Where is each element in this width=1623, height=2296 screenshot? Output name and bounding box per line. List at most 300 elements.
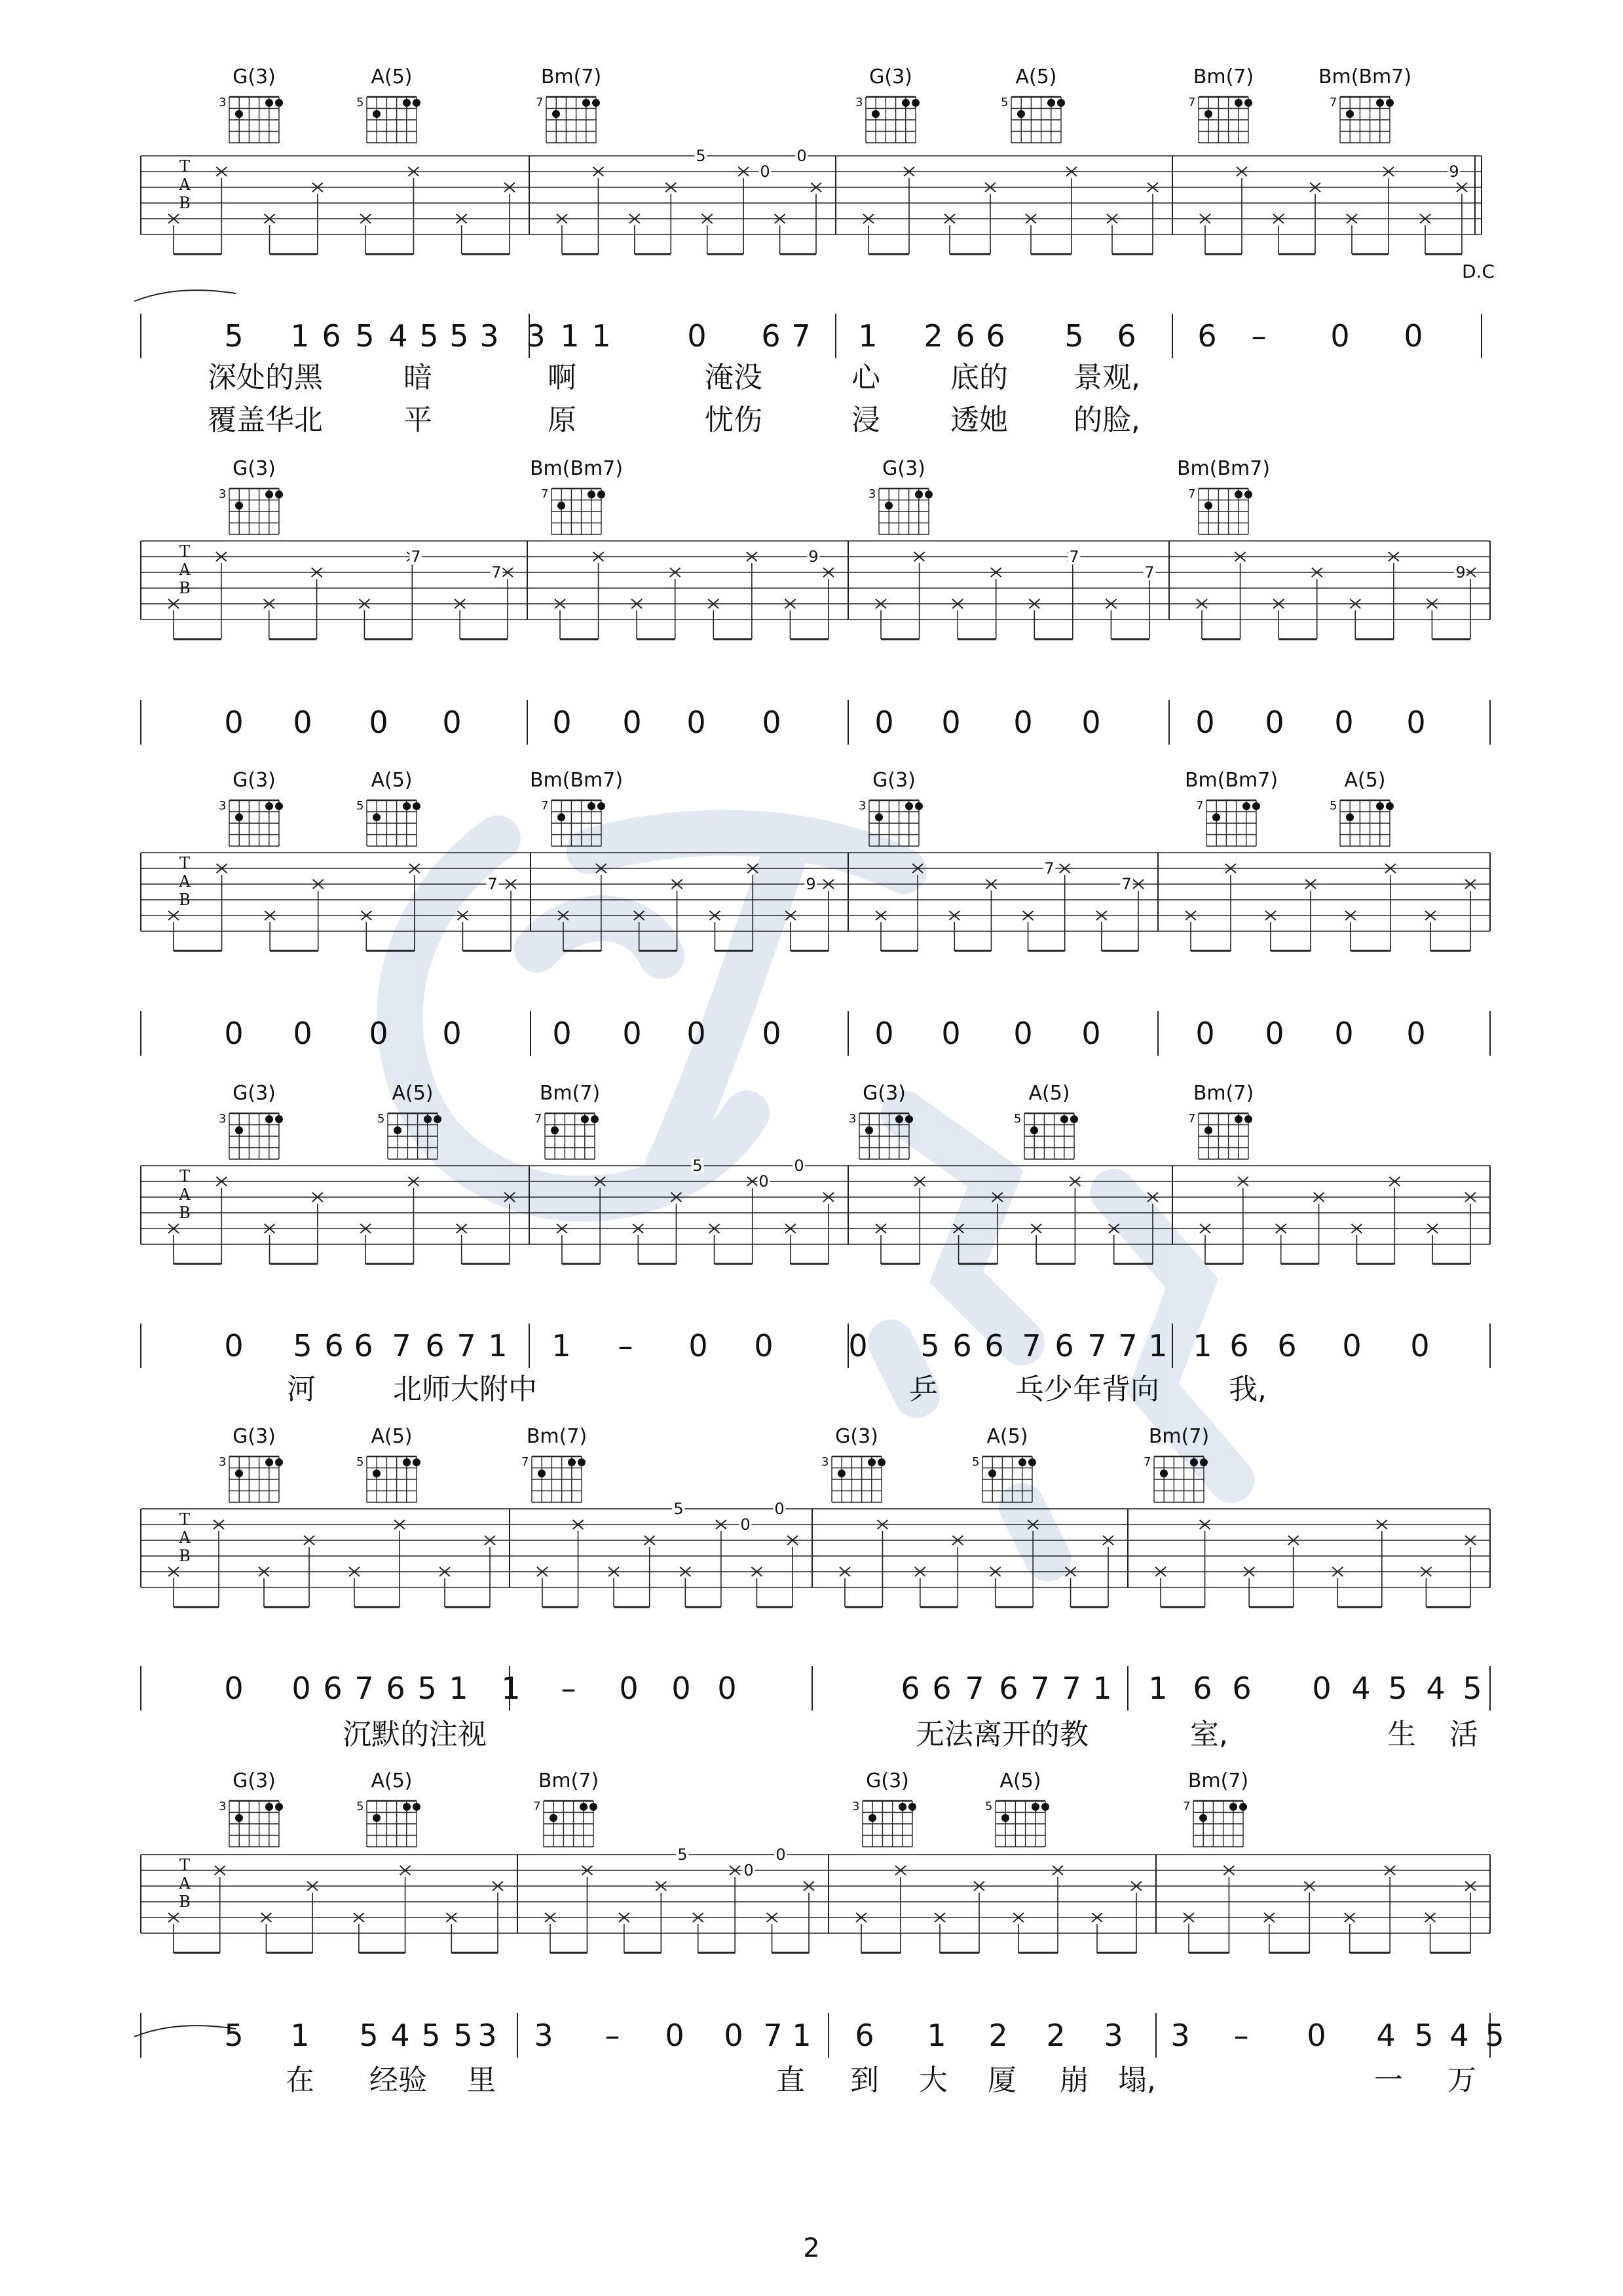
- jianpu-note: 7: [392, 1328, 411, 1363]
- chord-name: Bm(7): [1193, 1082, 1254, 1105]
- chord-finger-dot: [403, 99, 411, 107]
- chord-finger-dot: [413, 1458, 420, 1466]
- lyric-line-1: 生: [1387, 1718, 1416, 1751]
- chord-name: Bm(Bm7): [529, 457, 624, 480]
- chord-finger-dot: [265, 1803, 273, 1811]
- tab-clef-letter: T: [179, 542, 191, 561]
- chord-finger-dot: [905, 1115, 913, 1123]
- jianpu-note: 1: [501, 1671, 521, 1706]
- chord-name: Bm(Bm7): [529, 769, 624, 792]
- jianpu-note: 5: [1414, 2018, 1434, 2053]
- chord-finger-dot: [275, 491, 283, 498]
- jianpu-note: 6: [1229, 1328, 1249, 1363]
- chord-finger-dot: [235, 813, 243, 821]
- jianpu-note: 6: [354, 1328, 373, 1363]
- chord-finger-dot: [838, 1470, 846, 1477]
- jianpu-note: 0: [754, 1328, 774, 1363]
- tab-staves: [134, 97, 1490, 2058]
- chord-finger-dot: [373, 1814, 381, 1822]
- chord-finger-dot: [589, 1803, 597, 1811]
- jianpu-note: 1: [488, 1328, 508, 1363]
- jianpu-note: 5: [1064, 318, 1084, 354]
- jianpu-note: 0: [1334, 705, 1354, 740]
- chord-finger-dot: [899, 1803, 906, 1811]
- jianpu-note: 0: [941, 705, 961, 740]
- jianpu-note: 3: [534, 2018, 553, 2053]
- chord-start-fret: 7: [536, 96, 544, 109]
- chord-start-fret: 7: [1183, 1800, 1191, 1813]
- jianpu-note: 0: [1307, 2018, 1326, 2053]
- tab-clef-letter: B: [179, 1893, 191, 1911]
- lyric-line-1: 室,: [1190, 1718, 1228, 1751]
- jianpu-note: 0: [1013, 1016, 1033, 1051]
- jianpu-note: 0: [665, 2018, 684, 2053]
- chord-finger-dot: [265, 802, 273, 810]
- chord-finger-dot: [1190, 1458, 1198, 1466]
- chord-finger-dot: [538, 1470, 546, 1477]
- chord-finger-dot: [1376, 99, 1384, 107]
- chord-finger-dot: [592, 99, 600, 107]
- chord-name: G(3): [882, 457, 925, 480]
- lyric-line-1: 万: [1447, 2064, 1476, 2097]
- jianpu-note: 7: [354, 1671, 374, 1706]
- chord-finger-dot: [1160, 1470, 1168, 1477]
- chord-name: A(5): [999, 1769, 1041, 1792]
- jianpu-note: 1: [858, 318, 878, 354]
- fret-number: 5: [677, 1845, 688, 1864]
- jianpu-note: 5: [1485, 2018, 1504, 2053]
- chord-finger-dot: [1199, 1814, 1207, 1822]
- fret-number: 9: [808, 547, 819, 566]
- jianpu-note: 7: [1062, 1671, 1081, 1706]
- lyric-line-1: 乓少年背向: [1015, 1373, 1159, 1406]
- lyric-line-1: 一: [1374, 2064, 1403, 2097]
- chord-name: G(3): [872, 769, 916, 792]
- chord-finger-dot: [582, 99, 590, 107]
- jianpu-note: –: [605, 2018, 620, 2053]
- fret-number: 0: [758, 1172, 769, 1191]
- jianpu-note: 6: [999, 1671, 1018, 1706]
- chord-name: A(5): [1015, 65, 1057, 88]
- chord-finger-dot: [905, 802, 913, 810]
- chord-finger-dot: [875, 813, 883, 821]
- chord-name: G(3): [233, 65, 276, 88]
- fret-number: 7: [1144, 563, 1155, 582]
- tab-clef-letter: A: [179, 561, 191, 579]
- chord-start-fret: 5: [356, 799, 364, 813]
- jianpu-note: 0: [1404, 318, 1423, 354]
- chord-finger-dot: [403, 1803, 411, 1811]
- jianpu-note: 0: [224, 705, 244, 740]
- chord-name: G(3): [866, 1769, 909, 1792]
- lyric-line-1: 深处的黑: [208, 361, 323, 394]
- chord-finger-dot: [568, 1458, 576, 1466]
- chord-start-fret: 7: [534, 1112, 542, 1126]
- lyric-line-1: 淹没: [705, 361, 762, 394]
- lyric-line-2: 原: [548, 403, 576, 437]
- jianpu-note: 1: [449, 1671, 468, 1706]
- chord-name: Bm(7): [538, 1769, 599, 1792]
- chord-name: G(3): [233, 457, 276, 480]
- jianpu-note: 0: [688, 1328, 708, 1363]
- jianpu-note: 0: [369, 1016, 388, 1051]
- chord-finger-dot: [581, 1115, 589, 1123]
- jianpu-note: 0: [291, 1671, 311, 1706]
- chord-finger-dot: [557, 813, 565, 821]
- jianpu-note: 0: [619, 1671, 639, 1706]
- chord-finger-dot: [1346, 110, 1354, 118]
- fret-number: 9: [1449, 162, 1459, 181]
- jianpu-note: 5: [1388, 1671, 1408, 1706]
- jianpu-note: 6: [984, 1328, 1004, 1363]
- fret-number: 5: [692, 1157, 703, 1175]
- jianpu-note: 0: [717, 1671, 737, 1706]
- fret-number: 7: [487, 875, 498, 893]
- jianpu-note: 6: [322, 318, 341, 354]
- jianpu-note: 3: [477, 2018, 497, 2053]
- jianpu-note: 0: [686, 1016, 706, 1051]
- chord-finger-dot: [915, 491, 923, 498]
- chord-start-fret: 5: [356, 1800, 364, 1813]
- chord-start-fret: 7: [521, 1455, 529, 1469]
- chord-name: Bm(7): [540, 65, 602, 88]
- lyric-line-2: 透她: [950, 403, 1008, 437]
- chord-finger-dot: [1200, 1458, 1208, 1466]
- chord-finger-dot: [235, 110, 243, 118]
- chord-start-fret: 7: [1196, 799, 1204, 813]
- jianpu-note: –: [1233, 2018, 1249, 2053]
- chord-finger-dot: [588, 491, 595, 498]
- chord-start-fret: 3: [219, 1800, 227, 1813]
- chord-name: G(3): [835, 1425, 878, 1448]
- jianpu-note: 0: [552, 705, 572, 740]
- jianpu-note: 6: [324, 1328, 344, 1363]
- jianpu-note: 4: [1426, 1671, 1446, 1706]
- jianpu-note: 0: [1406, 705, 1426, 740]
- lyric-line-1: 塌,: [1118, 2064, 1156, 2097]
- lyric-line-1: 崩: [1060, 2064, 1089, 2097]
- jianpu-note: 1: [1148, 1671, 1168, 1706]
- jianpu-note: 1: [792, 2018, 811, 2053]
- fret-number: 5: [696, 147, 706, 165]
- chord-name: G(3): [233, 769, 276, 792]
- chord-finger-dot: [1060, 1115, 1068, 1123]
- jianpu-note: 0: [224, 1328, 244, 1363]
- fret-number: 0: [794, 1157, 804, 1175]
- lyric-line-1: 活: [1449, 1718, 1478, 1751]
- jianpu-note: 0: [1406, 1016, 1426, 1051]
- chord-start-fret: 5: [356, 1455, 364, 1469]
- tie-slur: [134, 2026, 236, 2037]
- lyric-line-1: 景观,: [1073, 361, 1140, 394]
- chord-finger-dot: [591, 1115, 599, 1123]
- lyric-line-1: 直: [776, 2064, 805, 2097]
- chord-finger-dot: [925, 491, 933, 498]
- jianpu-note: 0: [874, 705, 894, 740]
- chord-name: G(3): [233, 1425, 276, 1448]
- chord-finger-dot: [394, 1126, 401, 1134]
- jianpu-note: 3: [1170, 2018, 1190, 2053]
- lyric-line-1: 里: [467, 2064, 496, 2097]
- chord-finger-dot: [1244, 1115, 1252, 1123]
- chord-finger-dot: [1017, 110, 1025, 118]
- lyric-line-1: 厦: [988, 2064, 1017, 2097]
- jianpu-note: 0: [1195, 705, 1215, 740]
- chord-finger-dot: [915, 802, 923, 810]
- chord-name: G(3): [869, 65, 912, 88]
- fret-number: 0: [740, 1515, 751, 1534]
- jianpu-note: 7: [791, 318, 811, 354]
- jianpu-note: 0: [442, 1016, 462, 1051]
- jianpu-note: 6: [855, 2018, 874, 2053]
- chord-start-fret: 3: [852, 1800, 860, 1813]
- chord-name: A(5): [1344, 769, 1386, 792]
- chord-finger-dot: [413, 99, 420, 107]
- jianpu-note: 6: [323, 1671, 343, 1706]
- chord-name: A(5): [371, 1769, 413, 1792]
- jianpu-note: 0: [762, 705, 781, 740]
- lyric-line-1: 啊: [548, 361, 576, 394]
- chord-start-fret: 5: [356, 96, 364, 109]
- chord-finger-dot: [1235, 99, 1242, 107]
- lyric-line-1: 暗: [403, 361, 432, 394]
- jianpu-note: 6: [1193, 1671, 1212, 1706]
- jianpu-note: 6: [1232, 1671, 1252, 1706]
- chord-finger-dot: [1242, 802, 1250, 810]
- chord-finger-dot: [1212, 813, 1220, 821]
- chord-finger-dot: [403, 1458, 411, 1466]
- chord-finger-dot: [1235, 1115, 1242, 1123]
- chord-finger-dot: [275, 1458, 283, 1466]
- jianpu-note: 5: [920, 1328, 940, 1363]
- chord-finger-dot: [902, 99, 910, 107]
- jianpu-note: 4: [1351, 1671, 1371, 1706]
- jianpu-note: 6: [1054, 1328, 1074, 1363]
- chord-name: Bm(7): [1193, 65, 1254, 88]
- tab-clef-letter: T: [179, 854, 191, 872]
- watermark: [400, 833, 1231, 1559]
- jianpu-note: 6: [1277, 1328, 1297, 1363]
- chord-finger-dot: [434, 1115, 441, 1123]
- jianpu-note: 7: [1030, 1671, 1050, 1706]
- lyric-line-1: 在: [286, 2064, 314, 2097]
- jianpu-note: 1: [290, 2018, 310, 2053]
- chord-start-fret: 7: [541, 487, 549, 501]
- tab-clef-letter: A: [179, 1185, 191, 1204]
- chord-finger-dot: [373, 813, 381, 821]
- chord-start-fret: 7: [533, 1800, 541, 1813]
- jianpu-note: 5: [293, 1328, 312, 1363]
- chord-name: A(5): [371, 65, 413, 88]
- lyric-line-2: 忧伤: [705, 403, 762, 437]
- chord-finger-dot: [1346, 813, 1354, 821]
- tab-clef-letter: B: [179, 579, 191, 597]
- jianpu-note: 0: [293, 705, 312, 740]
- tab-clef-letter: B: [179, 1547, 191, 1565]
- tab-clef-letter: B: [179, 1204, 191, 1222]
- chord-finger-dot: [1204, 502, 1212, 509]
- chord-start-fret: 7: [1188, 487, 1196, 501]
- chord-finger-dot: [235, 1126, 243, 1134]
- fret-number: 7: [1121, 875, 1132, 893]
- chord-finger-dot: [265, 99, 273, 107]
- lyric-line-1: 乒: [909, 1373, 938, 1406]
- chord-finger-dot: [1239, 1803, 1247, 1811]
- jianpu-note: 7: [1087, 1328, 1107, 1363]
- chord-finger-dot: [1376, 802, 1384, 810]
- fret-number: 7: [491, 563, 502, 582]
- chord-start-fret: 3: [219, 1455, 227, 1469]
- jianpu-note: 0: [941, 1016, 961, 1051]
- jianpu-note: 3: [1104, 2018, 1123, 2053]
- jianpu-note: 1: [1148, 1328, 1168, 1363]
- jianpu-note: 5: [453, 2018, 473, 2053]
- chord-start-fret: 5: [1001, 96, 1009, 109]
- chord-finger-dot: [275, 1115, 283, 1123]
- chord-start-fret: 7: [1188, 96, 1196, 109]
- chord-finger-dot: [1204, 1126, 1212, 1134]
- chord-start-fret: 3: [219, 487, 227, 501]
- tab-clef-letter: T: [179, 1856, 191, 1874]
- chord-start-fret: 3: [855, 96, 863, 109]
- jianpu-note: 5: [421, 2018, 441, 2053]
- chord-finger-dot: [1030, 1126, 1038, 1134]
- fret-number: 0: [760, 162, 770, 181]
- jianpu-note: 0: [1334, 1016, 1354, 1051]
- fret-number: 7: [1044, 859, 1054, 878]
- chord-start-fret: 5: [985, 1800, 993, 1813]
- chord-finger-dot: [1028, 1458, 1036, 1466]
- jianpu-note: 5: [449, 318, 469, 354]
- jianpu-note: 0: [1265, 705, 1284, 740]
- jianpu-note: 5: [1463, 1671, 1482, 1706]
- chord-finger-dot: [403, 802, 411, 810]
- jianpu-note: 0: [874, 1016, 894, 1051]
- jianpu-note: 0: [1081, 705, 1101, 740]
- chord-finger-dot: [878, 1458, 886, 1466]
- chord-finger-dot: [588, 802, 595, 810]
- jianpu-note: 0: [224, 1671, 244, 1706]
- jianpu-note: 5: [419, 318, 439, 354]
- fret-number: 0: [796, 147, 807, 165]
- jianpu-note: 1: [1092, 1671, 1112, 1706]
- chord-finger-dot: [413, 802, 420, 810]
- lyric-line-1: 无法离开的教: [916, 1718, 1089, 1751]
- chord-finger-dot: [557, 502, 565, 509]
- jianpu-note: 6: [1197, 318, 1217, 354]
- chord-finger-dot: [1057, 99, 1065, 107]
- jianpu-note: 0: [1013, 705, 1033, 740]
- jianpu-note: 0: [1195, 1016, 1215, 1051]
- jianpu-note: 4: [1449, 2018, 1469, 2053]
- jianpu-note: 5: [224, 2018, 244, 2053]
- jianpu-note: 3: [526, 318, 546, 354]
- chord-finger-dot: [1001, 1814, 1009, 1822]
- lyric-line-2: 平: [403, 403, 432, 437]
- chord-finger-dot: [373, 110, 381, 118]
- jianpu-note: 7: [1118, 1328, 1138, 1363]
- chord-name: A(5): [371, 1425, 413, 1448]
- jianpu-note: 0: [687, 318, 707, 354]
- chord-finger-dot: [580, 1803, 588, 1811]
- chord-start-fret: 7: [1330, 96, 1337, 109]
- fret-number: 0: [743, 1861, 754, 1879]
- tab-clef-letter: A: [179, 1528, 191, 1547]
- chord-start-fret: 5: [1014, 1112, 1022, 1126]
- jianpu-note: 0: [671, 1671, 691, 1706]
- chord-finger-dot: [885, 502, 893, 509]
- jianpu-note: 0: [724, 2018, 743, 2053]
- chord-start-fret: 3: [821, 1455, 829, 1469]
- chord-finger-dot: [1018, 1458, 1026, 1466]
- tab-clef-letter: T: [179, 157, 191, 176]
- chord-name: Bm(7): [1187, 1769, 1249, 1792]
- fret-number: 9: [1455, 563, 1466, 582]
- jianpu-note: 7: [965, 1671, 984, 1706]
- jianpu-note: –: [1251, 318, 1267, 354]
- lyric-line-1: 经验: [369, 2064, 427, 2097]
- jianpu-note: 0: [369, 705, 388, 740]
- jianpu-note: 0: [442, 705, 462, 740]
- jianpu-note: 0: [622, 1016, 642, 1051]
- lyric-line-2: 覆盖华北: [208, 403, 323, 437]
- tab-clef-letter: B: [179, 891, 191, 909]
- chord-name: Bm(7): [526, 1425, 588, 1448]
- jianpu-note: 6: [956, 318, 975, 354]
- chord-start-fret: 3: [849, 1112, 857, 1126]
- chord-start-fret: 5: [377, 1112, 385, 1126]
- chord-finger-dot: [872, 110, 880, 118]
- chord-start-fret: 5: [972, 1455, 980, 1469]
- jianpu-note: 0: [1330, 318, 1350, 354]
- chord-name: G(3): [233, 1769, 276, 1792]
- chord-name: A(5): [371, 769, 413, 792]
- chord-finger-dot: [1229, 1803, 1237, 1811]
- chord-finger-dot: [868, 1814, 876, 1822]
- jianpu-note: 0: [762, 1016, 781, 1051]
- lyric-line-1: 心: [851, 361, 880, 394]
- fret-number: 0: [774, 1500, 785, 1518]
- jianpu-note: 2: [923, 318, 943, 354]
- chord-start-fret: 3: [219, 799, 227, 813]
- chord-finger-dot: [265, 1458, 273, 1466]
- chord-finger-dot: [1244, 99, 1252, 107]
- lyric-line-1: 沉默的注视: [343, 1718, 487, 1751]
- chord-start-fret: 5: [1330, 799, 1337, 813]
- jianpu-note: 1: [560, 318, 580, 354]
- jianpu-note: 2: [988, 2018, 1008, 2053]
- chord-start-fret: 7: [1144, 1455, 1151, 1469]
- tab-clef-letter: B: [179, 194, 191, 212]
- chord-finger-dot: [865, 1126, 873, 1134]
- chord-start-fret: 7: [1188, 1112, 1196, 1126]
- jianpu-note: 7: [457, 1328, 476, 1363]
- tab-clef-letter: A: [179, 872, 191, 891]
- tab-clef-letter: A: [179, 1874, 191, 1893]
- chord-finger-dot: [1047, 99, 1055, 107]
- chord-finger-dot: [235, 1814, 243, 1822]
- jianpu-note: 0: [686, 705, 706, 740]
- chord-finger-dot: [265, 491, 273, 498]
- jianpu-note: 3: [479, 318, 499, 354]
- chord-start-fret: 3: [868, 487, 876, 501]
- chord-name: G(3): [863, 1082, 906, 1105]
- chord-name: Bm(Bm7): [1176, 457, 1271, 480]
- chord-finger-dot: [1204, 110, 1212, 118]
- jianpu-note: 6: [952, 1328, 972, 1363]
- jianpu-note: 2: [1046, 2018, 1066, 2053]
- lyric-line-1: 底的: [950, 361, 1008, 394]
